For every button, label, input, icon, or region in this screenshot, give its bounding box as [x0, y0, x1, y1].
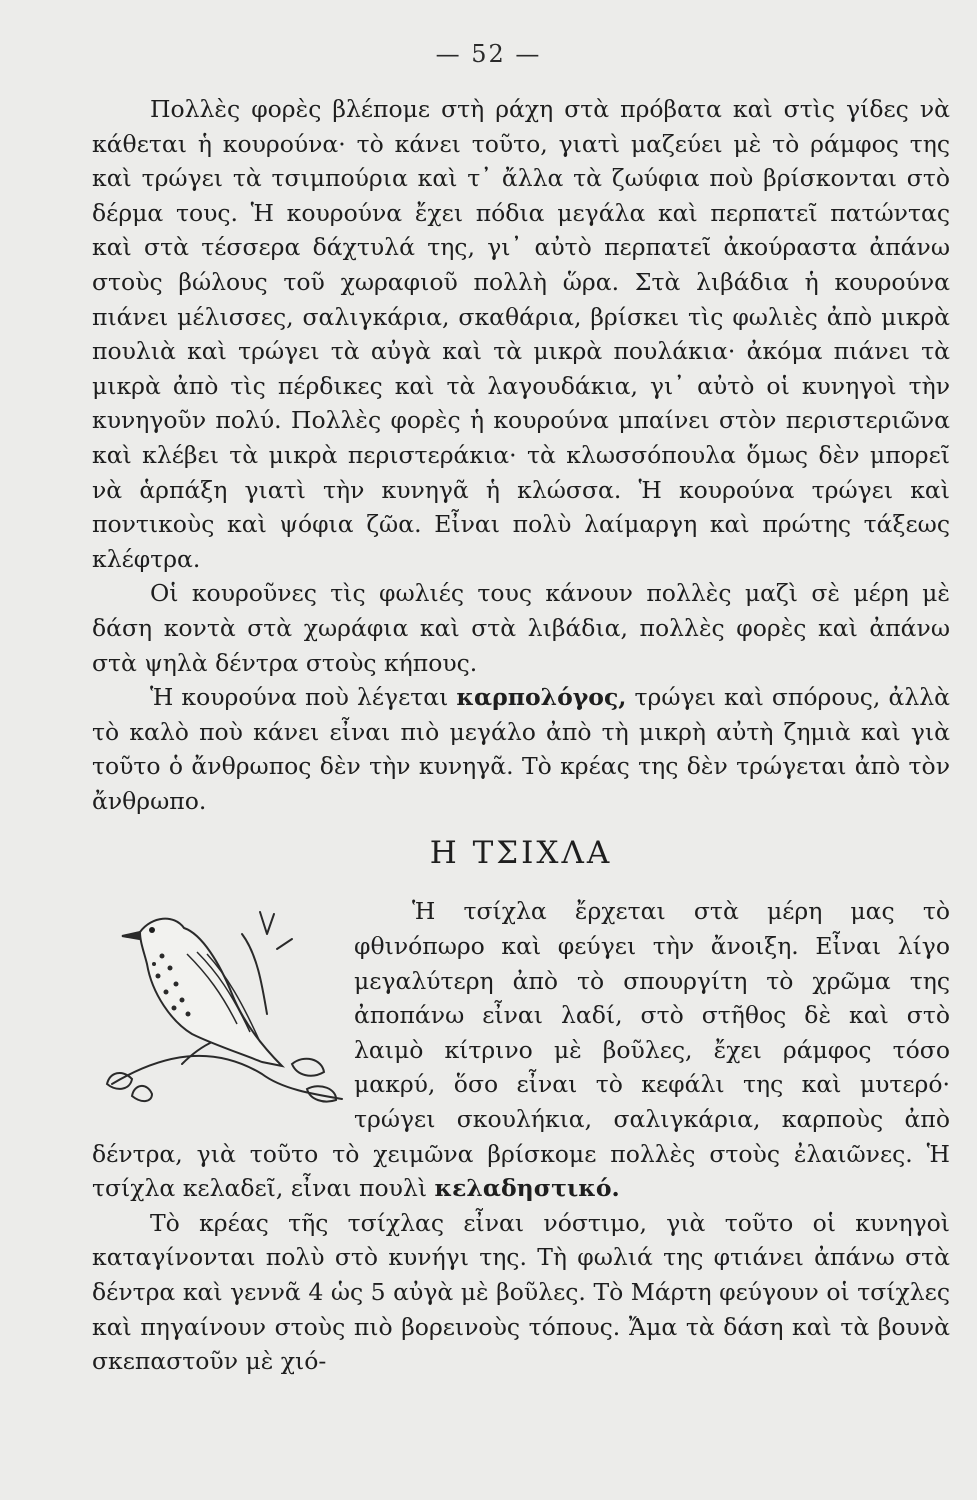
paragraph-crow-habits: Πολλὲς φορὲς βλέπομε στὴ ράχη στὰ πρόβατα καὶ στὶς γίδες νὰ κάθεται ἡ κουρούνα· τὸ κάνει τοῦτο, γιατὶ μαζεύει μὲ τὸ ράμφος της καὶ τρώγει τὰ τσιμπούρια καὶ τ᾽ ἄλλα τὰ ζωύφια ποὺ βρίσκονται στὸ δέρμα τους. Ἡ κουρούνα ἔχει πόδια μεγάλα καὶ περπατεῖ πατώντας καὶ στὰ τέσσερα δάχτυλά της, γι᾽ αὐτὸ περπατεῖ ἀκούραστα ἀπάνω στοὺς βώλους τοῦ χωραφιοῦ πολλὴ ὥρα. Στὰ λιβάδια ἡ κουρούνα πιάνει μέλισσες, σαλιγκάρια, σκαθάρια, βρίσκει τὶς φωλιὲς ἀπὸ μικρὰ πουλιὰ καὶ τρώγει τὰ αὐγὰ καὶ τὰ μικρὰ πουλάκια· ἀκόμα πιάνει τὰ μικρὰ ἀπὸ τὶς πέρδικες καὶ τὰ λαγουδάκια, γι᾽ αὐτὸ οἱ κυνηγοὶ τὴν κυνηγοῦν πολύ. Πολλὲς φορὲς ἡ κουρούνα μπαίνει στὸν περιστεριῶνα καὶ κλέβει τὰ μικρὰ περιστεράκια· τὰ κλωσσόπουλα ὅμως δὲν μπορεῖ νὰ ἁρπάξη γιατὶ τὴν κυνηγᾶ ἡ κλώσσα. Ἡ κουρούνα τρώγει καὶ ποντικοὺς καὶ ψόφια ζῶα. Εἶναι πολὺ λαίμαργη καὶ πρώτης τάξεως κλέφτρα.: [92, 95, 950, 573]
paragraph-crow-nests: Οἱ κουροῦνες τὶς φωλιές τους κάνουν πολλὲς μαζὶ σὲ μέρη μὲ δάση κοντὰ στὰ χωράφια καὶ στὰ λιβάδια, πολλὲς φορὲς καὶ ἀπάνω στὰ ψηλὰ δέντρα στοὺς κήπους.: [92, 579, 950, 677]
karpologos-term: καρπολόγος,: [456, 683, 627, 712]
thrush-description-text: Ἡ τσίχλα ἔρχεται στὰ μέρη μας τὸ φθινόπωρο καὶ φεύγει τὴν ἄνοιξη. Εἶναι λίγο μεγαλύτερη ἀπὸ τὸ σπουργίτη τὸ χρῶμα της ἀποπάνω εἶναι λαδί, στὸ στῆθος δὲ καὶ στὸ λαιμὸ κίτρινο μὲ βοῦλες, ἔχει ράμφος τόσο μακρύ, ὅσο εἶναι τὸ κεφάλι της καὶ μυτερό· τρώγει σκουλήκια, σαλιγκάρια, καρποὺς ἀπὸ δέντρα, γιὰ τοῦτο τὸ χειμῶνα βρίσκομε πολλὲς στοὺς ἐλαιῶνες. Ἡ τσίχλα κελαδεῖ, εἶναι πουλὶ: [92, 897, 950, 1203]
paragraph-karpologos: [92, 680, 950, 818]
section-title-thrush: Η ΤΣΙΧΛΑ: [429, 835, 613, 872]
thrush-bird-icon: [92, 894, 350, 1110]
paragraph-thrush-description: [92, 894, 950, 1205]
thrush-illustration: [92, 894, 350, 1110]
karpologos-text-after: τρώγει καὶ σπόρους, ἀλλὰ τὸ καλὸ ποὺ κάνει εἶναι πιὸ μεγάλο ἀπὸ τὴ μικρὴ αὐτὴ ζημιὰ καὶ γιὰ τοῦτο ὁ ἄνθρωπος δὲν τὴν κυνηγᾶ. Τὸ κρέας της δὲν τρώγεται ἀπὸ τὸν ἄνθρωπο.: [92, 683, 950, 815]
paragraph-thrush-hunting: Τὸ κρέας τῆς τσίχλας εἶναι νόστιμο, γιὰ τοῦτο οἱ κυνηγοὶ καταγίνονται πολὺ στὸ κυνήγι της. Τὴ φωλιά της φτιάνει ἀπάνω στὰ δέντρα καὶ γεννᾶ 4 ὡς 5 αὐγὰ μὲ βοῦλες. Τὸ Μάρτη φεύγουν οἱ τσίχλες καὶ πηγαίνουν στοὺς πιὸ βορεινοὺς τόπους. Ἄμα τὰ δάση καὶ τὰ βουνὰ σκεπαστοῦν μὲ χιό-: [92, 1208, 950, 1376]
text-column: [92, 92, 950, 1379]
karpologos-text-before: Ἡ κουρούνα ποὺ λέγεται: [150, 683, 457, 712]
page-number: — 52 —: [435, 40, 542, 68]
thrush-singing-term: κελαδηστικό.: [434, 1174, 620, 1203]
